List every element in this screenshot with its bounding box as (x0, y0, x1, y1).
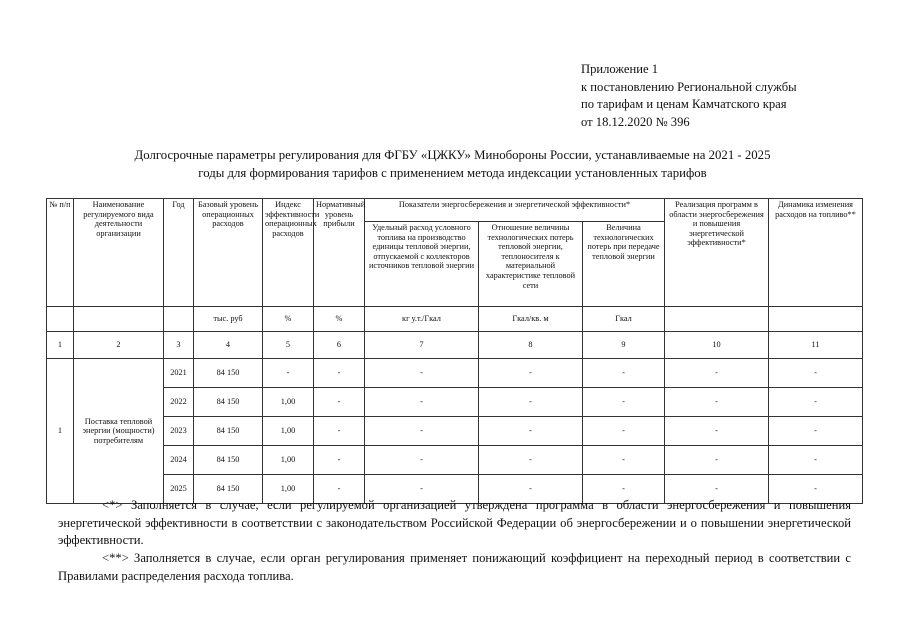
cell-profit-level: - (314, 359, 365, 388)
cell-losses: - (583, 475, 665, 504)
document-title-line-1: Долгосрочные параметры регулирования для ФГБУ «ЦЖКУ» Минобороны России, устанавливаемые на 2021 - 2025 (134, 148, 771, 162)
cell-profit-level: - (314, 417, 365, 446)
header-efficiency-index: Индекс эффективности операционных расходов (263, 199, 314, 307)
cell-fuel-dynamics: - (769, 417, 863, 446)
unit-loss-ratio: Гкал/кв. м (479, 307, 583, 332)
cell-profit-level: - (314, 388, 365, 417)
footnotes (58, 497, 851, 586)
table-row (47, 446, 863, 475)
cell-efficiency-index: 1,00 (263, 388, 314, 417)
header-num: № п/п (47, 199, 74, 307)
column-number: 11 (769, 332, 863, 359)
cell-fuel-consumption: - (365, 359, 479, 388)
parameters-table (46, 198, 863, 504)
column-numbers-row (47, 332, 863, 359)
header-base-costs: Базовый уровень операционных расходов (194, 199, 263, 307)
unit-cell-empty (47, 307, 74, 332)
column-number: 8 (479, 332, 583, 359)
unit-base-costs: тыс. руб (194, 307, 263, 332)
cell-programs: - (665, 359, 769, 388)
header-year: Год (164, 199, 194, 307)
column-number: 3 (164, 332, 194, 359)
appendix-line-4: от 18.12.2020 № 396 (581, 114, 690, 129)
cell-year: 2022 (164, 388, 194, 417)
cell-base-costs: 84 150 (194, 446, 263, 475)
cell-losses: - (583, 446, 665, 475)
column-number: 10 (665, 332, 769, 359)
table-row (47, 388, 863, 417)
cell-loss-ratio: - (479, 475, 583, 504)
cell-year: 2024 (164, 446, 194, 475)
cell-base-costs: 84 150 (194, 475, 263, 504)
cell-fuel-consumption: - (365, 388, 479, 417)
header-name: Наименование регулируемого вида деятельности организации (74, 199, 164, 307)
cell-base-costs: 84 150 (194, 417, 263, 446)
cell-programs: - (665, 446, 769, 475)
cell-efficiency-index: - (263, 359, 314, 388)
cell-loss-ratio: - (479, 417, 583, 446)
table-row (47, 417, 863, 446)
cell-programs: - (665, 417, 769, 446)
column-number: 4 (194, 332, 263, 359)
unit-cell-empty (665, 307, 769, 332)
cell-loss-ratio: - (479, 388, 583, 417)
cell-fuel-dynamics: - (769, 388, 863, 417)
column-number: 5 (263, 332, 314, 359)
cell-base-costs: 84 150 (194, 359, 263, 388)
header-fuel-dynamics: Динамика изменения расходов на топливо** (769, 199, 863, 307)
cell-loss-ratio: - (479, 359, 583, 388)
header-loss-ratio: Отношение величины технологических потерь тепловой энергии, теплоносителя к материальной характеристике тепловой сети (479, 222, 583, 307)
header-energy-indicators: Показатели энергосбережения и энергетической эффективности* (365, 199, 665, 222)
footnote-1: <*> Заполняется в случае, если регулируемой организацией утверждена программа в области энергосбережения и повышения энергетической эффективности в соответствии с законодательством Российской Федерации об энергосбережении и о повышении энергетической эффективности. (58, 498, 851, 548)
appendix-line-3: по тарифам и ценам Камчатского края (581, 97, 787, 112)
cell-group-number: 1 (47, 359, 74, 504)
column-number: 1 (47, 332, 74, 359)
unit-losses: Гкал (583, 307, 665, 332)
unit-cell-empty (74, 307, 164, 332)
cell-programs: - (665, 388, 769, 417)
cell-efficiency-index: 1,00 (263, 446, 314, 475)
cell-base-costs: 84 150 (194, 388, 263, 417)
document-title (40, 147, 865, 182)
cell-fuel-dynamics: - (769, 446, 863, 475)
unit-fuel-consumption: кг у.т./Гкал (365, 307, 479, 332)
header-losses: Величина технологических потерь при передаче тепловой энергии (583, 222, 665, 307)
cell-programs: - (665, 475, 769, 504)
cell-year: 2025 (164, 475, 194, 504)
unit-efficiency-index: % (263, 307, 314, 332)
cell-fuel-consumption: - (365, 446, 479, 475)
cell-efficiency-index: 1,00 (263, 475, 314, 504)
cell-fuel-dynamics: - (769, 359, 863, 388)
table-row (47, 359, 863, 388)
cell-profit-level: - (314, 475, 365, 504)
column-number: 2 (74, 332, 164, 359)
column-number: 7 (365, 332, 479, 359)
column-number: 9 (583, 332, 665, 359)
unit-profit-level: % (314, 307, 365, 332)
cell-activity-name: Поставка тепловой энергии (мощности) потребителям (74, 359, 164, 504)
column-number: 6 (314, 332, 365, 359)
header-fuel-consumption: Удельный расход условного топлива на производство единицы тепловой энергии, отпускаемой с коллекторов источников тепловой энергии (365, 222, 479, 307)
document-title-line-2: годы для формирования тарифов с применением метода индексации установленных тарифов (198, 165, 707, 180)
cell-year: 2023 (164, 417, 194, 446)
appendix-line-2: к постановлению Региональной службы (581, 79, 797, 94)
header-programs: Реализация программ в области энергосбережения и повышения энергетической эффективности* (665, 199, 769, 307)
header-profit-level: Нормативный уровень прибыли (314, 199, 365, 307)
unit-cell-empty (769, 307, 863, 332)
cell-fuel-consumption: - (365, 417, 479, 446)
header-row (47, 199, 863, 222)
appendix-block (581, 61, 797, 131)
unit-cell-empty (164, 307, 194, 332)
cell-fuel-consumption: - (365, 475, 479, 504)
cell-efficiency-index: 1,00 (263, 417, 314, 446)
cell-fuel-dynamics: - (769, 475, 863, 504)
appendix-line-1: Приложение 1 (581, 62, 659, 76)
cell-losses: - (583, 417, 665, 446)
cell-loss-ratio: - (479, 446, 583, 475)
cell-profit-level: - (314, 446, 365, 475)
cell-year: 2021 (164, 359, 194, 388)
cell-losses: - (583, 359, 665, 388)
footnote-2: <**> Заполняется в случае, если орган регулирования применяет понижающий коэффициент на переходный период в соответствии с Правилами распределения расхода топлива. (58, 551, 851, 583)
cell-losses: - (583, 388, 665, 417)
units-row (47, 307, 863, 332)
